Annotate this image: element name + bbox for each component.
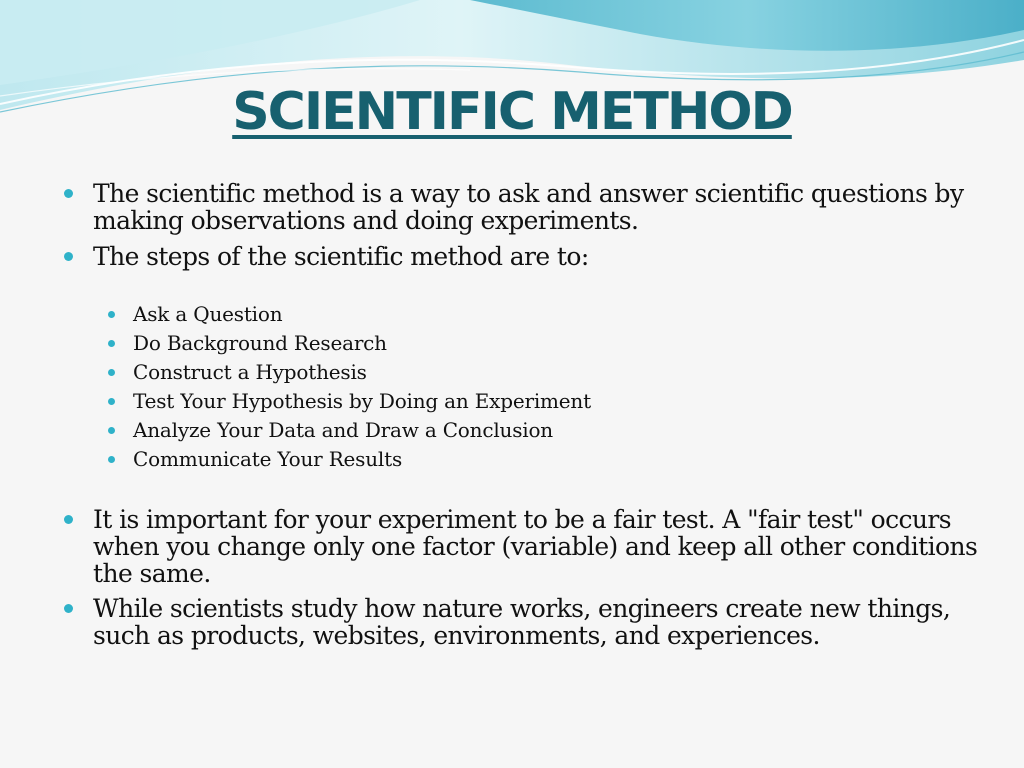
bullet-dot-icon bbox=[64, 252, 73, 261]
bullet-dot-icon bbox=[64, 189, 73, 198]
step-item-text: Analyze Your Data and Draw a Conclusion bbox=[133, 418, 553, 442]
step-item bbox=[106, 300, 980, 329]
step-item-text: Do Background Research bbox=[133, 331, 387, 355]
step-item bbox=[106, 416, 980, 445]
bullet-definition bbox=[60, 180, 980, 234]
step-item bbox=[106, 358, 980, 387]
slide-title bbox=[0, 82, 1024, 142]
step-item-text: Construct a Hypothesis bbox=[133, 360, 367, 384]
bullet-definition-text: The scientific method is a way to ask and answer scientific questions by making observations and doing experiments. bbox=[93, 179, 964, 235]
bullet-steps-intro-text: The steps of the scientific method are to: bbox=[93, 242, 589, 271]
bullet-steps-intro bbox=[60, 243, 980, 270]
slide-content bbox=[60, 180, 980, 649]
bullet-dot-icon bbox=[108, 311, 115, 318]
slide-title-text: SCIENTIFIC METHOD bbox=[232, 82, 792, 142]
step-item bbox=[106, 329, 980, 358]
bullet-fair-test bbox=[60, 506, 980, 587]
bullet-dot-icon bbox=[108, 398, 115, 405]
bullet-dot-icon bbox=[108, 456, 115, 463]
bullet-dot-icon bbox=[64, 604, 73, 613]
step-item bbox=[106, 387, 980, 416]
step-item-text: Communicate Your Results bbox=[133, 447, 403, 471]
steps-list bbox=[106, 300, 980, 474]
bullet-dot-icon bbox=[108, 427, 115, 434]
bullet-fair-test-text: It is important for your experiment to be a fair test. A "fair test" occurs when you change only one factor (variable) and keep all other conditions the same. bbox=[93, 505, 978, 588]
bullet-engineers-text: While scientists study how nature works, engineers create new things, such as products, websites, environments, and experiences. bbox=[93, 594, 951, 650]
bullet-engineers bbox=[60, 595, 980, 649]
step-item-text: Ask a Question bbox=[133, 302, 283, 326]
bullet-dot-icon bbox=[64, 515, 73, 524]
bullet-dot-icon bbox=[108, 369, 115, 376]
step-item-text: Test Your Hypothesis by Doing an Experiment bbox=[133, 389, 591, 413]
step-item bbox=[106, 445, 980, 474]
bullet-dot-icon bbox=[108, 340, 115, 347]
